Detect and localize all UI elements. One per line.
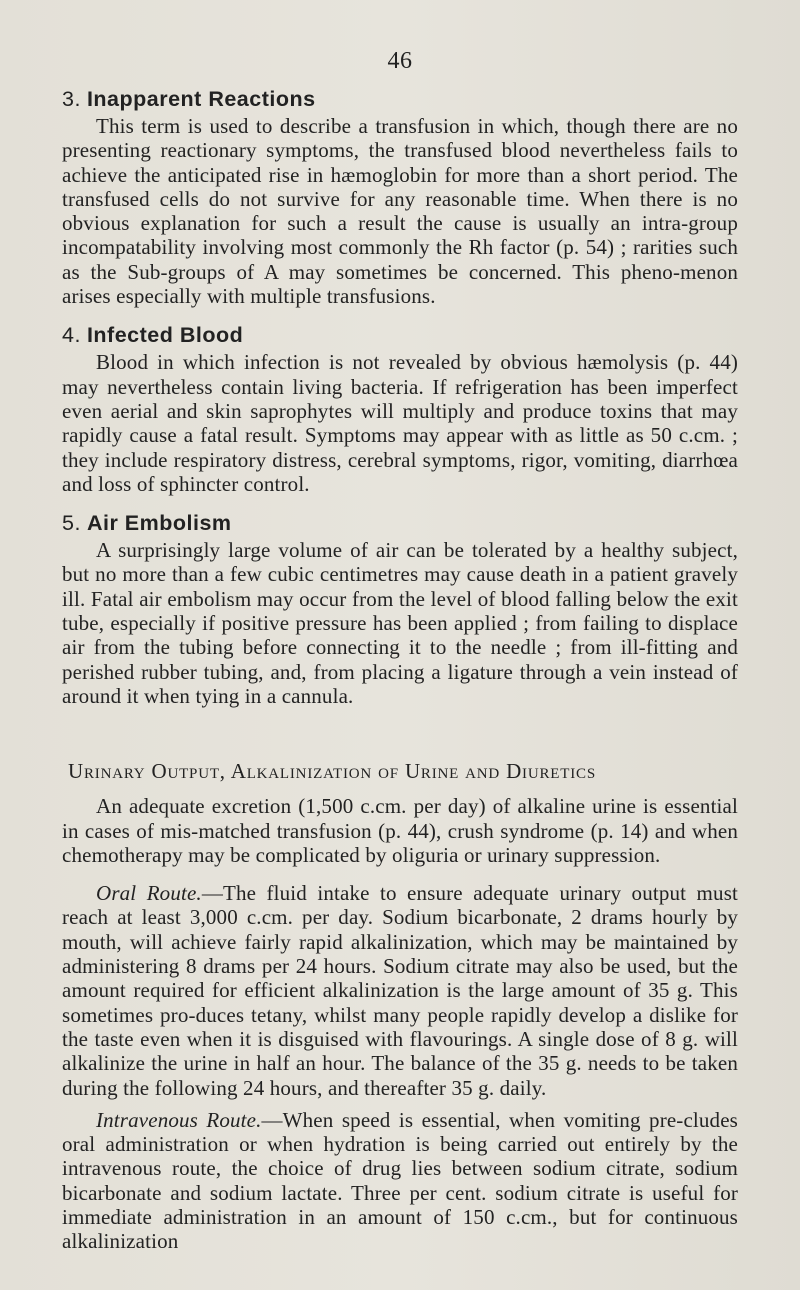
page-number: 46	[387, 48, 413, 74]
oral-route-lead: Oral Route.	[96, 881, 202, 906]
section-title: Air Embolism	[86, 511, 232, 536]
section-title: Infected Blood	[86, 323, 244, 348]
section-heading	[62, 84, 738, 114]
oral-route-paragraph	[62, 881, 738, 1100]
section-number: 5.	[62, 511, 81, 536]
section-inapparent-reactions	[62, 84, 738, 308]
urinary-output-heading: Urinary Output, Alkalinization of Urine and Diuretics	[68, 759, 596, 784]
section-infected-blood	[62, 320, 738, 496]
urinary-intro-paragraph: An adequate excretion (1,500 c.cm. per day) of alkaline urine is essential in cases of mis-matched transfusion (p. 44), crush syndrome (p. 14) and when chemotherapy may be complicated by oliguria or urinary suppression.	[62, 794, 738, 867]
intravenous-route-lead: Intravenous Route.	[96, 1107, 262, 1132]
intravenous-route-paragraph	[62, 1108, 738, 1254]
section-body: Blood in which infection is not revealed by obvious hæmolysis (p. 44) may nevertheless contain living bacteria. If refrigeration has been imperfect even aerial and skin saprophytes will multiply and produce toxins that may rapidly cause a fatal result. Symptoms may appear with as little as 50 c.cm. ; they include respiratory distress, cerebral symptoms, rigor, vomiting, diarrhœa and loss of sphincter control.	[62, 350, 738, 496]
section-body: This term is used to describe a transfusion in which, though there are no presenting reactionary symptoms, the transfused blood nevertheless fails to achieve the anticipated rise in hæmoglobin for more than a short period. The transfused cells do not survive for any reasonable time. When there is no obvious explanation for such a result the cause is usually an intra-group incompatability involving most commonly the Rh factor (p. 54) ; rarities such as the Sub-groups of A may sometimes be concerned. This pheno-menon arises especially with multiple transfusions.	[62, 114, 738, 309]
intravenous-route-body: —When speed is essential, when vomiting pre-cludes oral administration or when hydration is being carried out entirely by the intravenous route, the choice of drug lies between sodium citrate, sodium bicarbonate and sodium lactate. Three per cent. sodium citrate is useful for immediate administration in an amount of 150 c.cm., but for continuous alkalinization	[62, 1107, 738, 1254]
section-heading	[62, 320, 738, 350]
section-heading	[62, 508, 738, 538]
section-air-embolism	[62, 508, 738, 708]
section-number: 3.	[62, 87, 81, 111]
oral-route-body: —The fluid intake to ensure adequate urinary output must reach at least 3,000 c.cm. per day. Sodium bicarbonate, 2 drams hourly by mouth, will achieve fairly rapid alkalinization, which may be maintained by administering 8 drams per 24 hours. Sodium citrate may also be used, but the amount required for efficient alkalinization is the large amount of 35 g. This sometimes pro-duces tetany, whilst many people rapidly develop a dislike for the taste even when it is disguised with flavourings. A single dose of 8 g. will alkalinize the urine in half an hour. The balance of the 35 g. needs to be taken during the following 24 hours, and thereafter 35 g. daily.	[62, 881, 738, 1100]
section-title: Inapparent Reactions	[86, 87, 316, 111]
section-number: 4.	[62, 323, 81, 348]
section-body: A surprisingly large volume of air can be tolerated by a healthy subject, but no more than a few cubic centimetres may cause death in a patient gravely ill. Fatal air embolism may occur from the level of blood falling below the exit tube, especially if positive pressure has been applied ; from failing to displace air from the tubing before connecting it to the needle ; from ill-fitting and perished rubber tubing, and, from placing a ligature through a vein instead of around it when tying in a cannula.	[62, 538, 738, 708]
page-content	[62, 84, 738, 1254]
